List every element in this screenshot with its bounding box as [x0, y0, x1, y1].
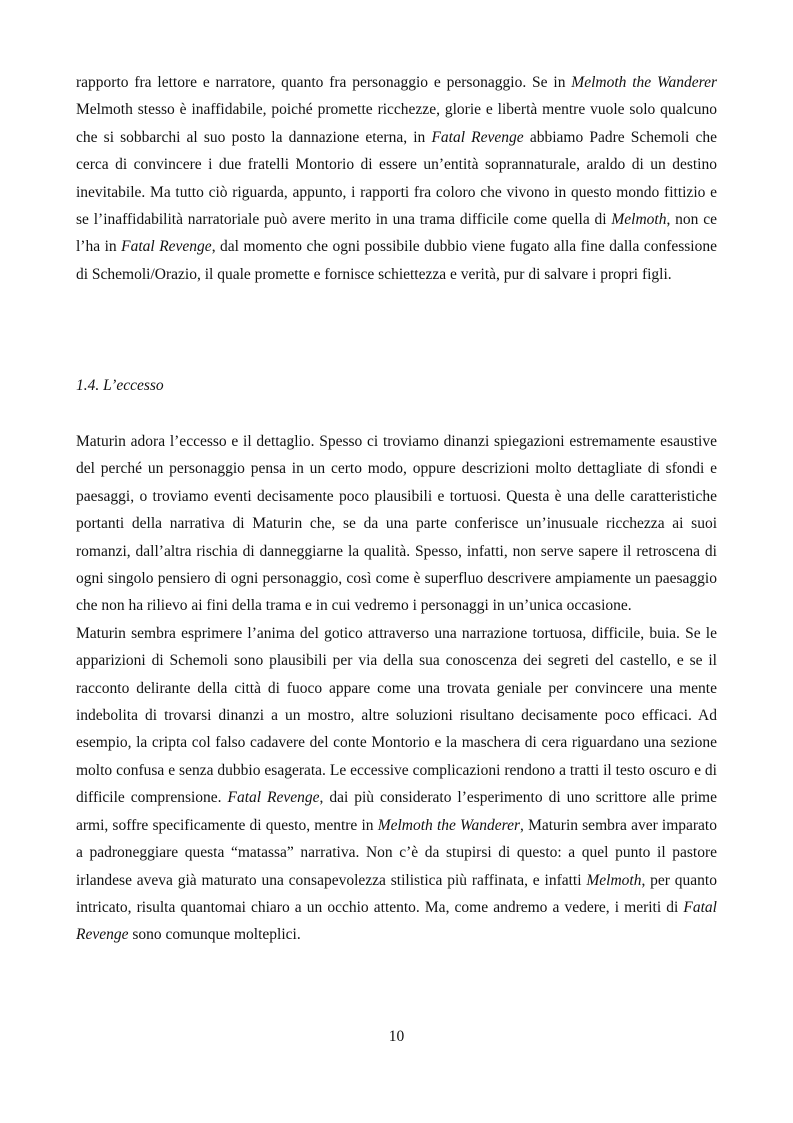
- italic-title: Melmoth: [586, 871, 642, 889]
- text-run: abbiamo Padre Schemoli che cerca di convincere i due fratelli Montorio di essere un’entità soprannaturale, araldo di un destino inevitabile. Ma tutto ciò riguarda, appunto, i rapporti fra coloro che vivono in questo mondo fittizio e se l’inaffidabilità narratoriale può avere merito in una trama difficile come quella di: [76, 128, 717, 229]
- italic-title: Fatal Revenge: [121, 238, 212, 256]
- text-run: , non ce l’ha in: [76, 211, 717, 256]
- text-run: sono comunque molteplici.: [128, 926, 301, 944]
- paragraph-text: [76, 69, 717, 288]
- text-run: , per quanto intricato, risulta quantomai chiaro a un occhio attento. Ma, come andremo a vedere, i meriti di: [76, 871, 717, 916]
- italic-title: Melmoth the Wanderer: [377, 816, 521, 834]
- italic-title: Fatal Revenge: [227, 789, 320, 807]
- text-run: , dal momento che ogni possibile dubbio viene fugato alla fine dalla confessione di Schemoli/Orazio, il quale promette e fornisce schiettezza e verità, pur di salvare i propri figli.: [76, 238, 717, 283]
- section-heading: 1.4. L’eccesso: [76, 377, 164, 394]
- paragraph-continuation: [76, 69, 717, 288]
- paragraph-eccesso-1: [76, 428, 717, 620]
- paragraph-eccesso-2: [76, 620, 717, 949]
- italic-title: Melmoth: [611, 211, 667, 229]
- text-run: Maturin sembra esprimere l’anima del gotico attraverso una narrazione tortuosa, difficile, buia. Se le apparizioni di Schemoli sono plausibili per via della sua conoscenza dei segreti del castello, e se il racconto delirante della città di fuoco appare come una trovata geniale per convincere una mente indebolita di trovarsi dinanzi a un mostro, altre soluzioni risultano decisamente poco efficaci. Ad esempio, la cripta col falso cadavere del conte Montorio e la maschera di cera riguardano una sezione molto confusa e senza dubbio esagerata. Le eccessive complicazioni rendono a tratti il testo oscuro e di difficile comprensione.: [76, 624, 717, 807]
- italic-title: Melmoth the Wanderer: [571, 74, 717, 91]
- text-run: , Maturin sembra aver imparato a padroneggiare questa “matassa” narrativa. Non c’è da stupirsi di questo: a quel punto il pastore irlandese aveva già maturato una consapevolezza stilistica più raffinata, e infatti: [76, 816, 717, 889]
- text-run: rapporto fra lettore e narratore, quanto fra personaggio e personaggio. Se in: [76, 74, 572, 91]
- italic-title: Fatal Revenge: [76, 898, 717, 944]
- text-run: Maturin adora l’eccesso e il dettaglio. Spesso ci troviamo dinanzi spiegazioni estremamente esaustive del perché un personaggio pensa in un certo modo, oppure descrizioni molto dettagliate di sfondi e paesaggi, o troviamo eventi decisamente poco plausibili e tortuosi. Questa è una delle caratteristiche portanti della narrativa di Maturin che, se da una parte conferisce un’inusuale ricchezza ai suoi romanzi, dall’altra rischia di danneggiarne la qualità. Spesso, infatti, non serve sapere il retroscena di ogni singolo pensiero di ogni personaggio, così come è superfluo descrivere ampiamente un paesaggio che non ha rilievo ai fini della trama e in cui vedremo i personaggi in un’unica occasione.: [76, 433, 717, 615]
- text-run: Melmoth stesso è inaffidabile, poiché promette ricchezze, glorie e libertà mentre vuole solo qualcuno che si sobbarchi al suo posto la dannazione eterna, in: [76, 101, 717, 146]
- italic-title: Fatal Revenge: [431, 128, 524, 146]
- section-body: [76, 428, 717, 949]
- text-run: , dai più considerato l’esperimento di uno scrittore alle prime armi, soffre specificamente di questo, mentre in: [76, 789, 717, 834]
- page-number: 10: [388, 1028, 405, 1045]
